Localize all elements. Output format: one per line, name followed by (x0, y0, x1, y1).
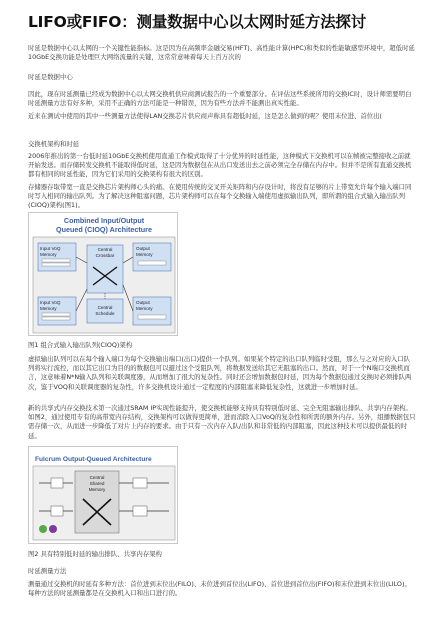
figure2-caption: 图2 具有特别低时延的输出排队、共享内存架构 (28, 550, 162, 558)
input-voq-top (38, 243, 76, 271)
output-queued-diagram (29, 447, 178, 544)
fig2-green-port-icon (39, 525, 47, 533)
fig2-central-memory (75, 471, 119, 533)
input-voq-bottom (38, 297, 76, 325)
output-memory-bottom (133, 297, 171, 325)
fig2-heading: Fulcrum Output-Queued Architecture (35, 456, 152, 463)
svg-text:Crossbar: Crossbar (95, 253, 115, 258)
paragraph-5: 存储器存取带宽一直是交换芯片架构师心头的痛。在使用传统的交叉开关矩阵和内存设计时，将没有足够的片上带宽允许每个输入端口同时写入相同的输出队列。为了解决这种阻塞问题，芯片架构师可以在每个交换输入端使用虚拟输出队列，即所谓的组合式输入输出队列(CIOQ)架构(图1)。 (28, 183, 412, 210)
svg-text:Memory: Memory (136, 306, 153, 311)
output-memory-top (133, 243, 171, 271)
subhead-2: 交换机架构和时延 (28, 140, 80, 148)
page-title: LIFO或FIFO：测量数据中心以太网时延方法探讨 (28, 13, 367, 31)
svg-text:Schedule: Schedule (95, 311, 115, 316)
paragraph-8: 测量通过交换机的时延有多种方法：首位进到末位出(FILO)、末位进到首位出(LIFO)、首位进到首位出(FIFO)和末位进到末位出(LILO)。每种方法的时延测量都是在交换机入口和出口进行的。 (28, 580, 411, 598)
svg-text:Central: Central (89, 475, 105, 480)
svg-text:Output: Output (136, 300, 150, 305)
svg-text:Input VoQ: Input VoQ (40, 300, 61, 305)
subhead-1: 时延是数据中心 (28, 73, 73, 81)
svg-text:Memory: Memory (136, 252, 153, 257)
figure-output-queued (28, 446, 178, 544)
paragraph-intro: 时延是数据中心以太网的一个关键性能指标。这是因为在高频率金融交易(HFT)、高性能计算(HPC)和类似的性能敏感型环境中，超低时延10GbE交换功能是处理巨大网络流量的关键，这常常意味着每天上百万次的 (28, 44, 415, 62)
figure-cioq (28, 212, 178, 336)
paragraph-3: 近来在测试中使用的其中一些测量方法使得LAN交换芯片供应商声称具有超低时延，这是怎么做到的呢？使用末位进、首位出( (28, 112, 383, 120)
svg-text:Central: Central (97, 305, 113, 310)
svg-text:Central: Central (97, 247, 113, 252)
svg-text:Memory: Memory (40, 252, 57, 257)
svg-text:Memory: Memory (40, 306, 57, 311)
figure1-caption: 图1 组合式输入输出队列(CIOQ)架构 (28, 341, 133, 349)
svg-text:Input VoQ: Input VoQ (40, 246, 61, 251)
central-crossbar (87, 245, 123, 293)
paragraph-2: 因此，现在时延测量已经成为数据中心以太网交换机供应商测试报告的一个重要部分。在评估这些系统所用的交换IC时，设计师需要明白时延测量方法有好多种，采用不正确的方法可能是一种错误，因为有些方法并不能测出真实性能。 (28, 90, 412, 108)
fig2-purple-port-icon (49, 525, 57, 533)
fig1-heading-line2: Queued (CIOQ) Architecture (56, 225, 152, 234)
paragraph-7: 新的共享式内存交换技术第一次通过SRAM IP实现性能提升，使交换机能够支持具有特别低时延、完全无阻塞输出排队、共享内存架构。 如图2，通过使用专有的高带宽内存结构，交换架构可以做得更简单，进而消除入口VoQ的复杂性和所需的额外内存。另外，组播数据包只需存储一次，从而进一步降低了对片上内存的要求。由于只有一次内存入队/出队和非常低的内部阻塞，因此这种技术可以提供最低的时延。 (28, 404, 416, 440)
subhead-3: 时延测量方法 (28, 567, 67, 575)
svg-text:Output: Output (136, 246, 150, 251)
paragraph-6: 虚拟输出队列可以在每个输入端口为每个交换输出端口(出口)提供一个队列。如果某个特定的出口队列临时受阻，那么与之对应的入口队列将实行流控，而以其它出口为目的的数据包可以避过这个受阻队列，将数据发送给其它无阻塞的出口。然而，对于一个N端口交换机而言，这意味着N*N输入队列和关联调度器，从而增加了很大的复杂性。同时还会增加数据包时延，因为每个数据包通过交换时必须排队两次，鉴于VOQ和关联调度器的复杂性，许多交换机设计通过一定程度的内部阻塞来降低复杂性，这就进一步增加时延。 (28, 355, 412, 391)
svg-text:Shared: Shared (89, 481, 105, 486)
cioq-diagram (29, 213, 178, 336)
svg-text:Memory: Memory (88, 487, 106, 492)
fig1-heading-line1: Combined Input/Output (63, 216, 145, 225)
paragraph-4: 2006年推出的第一台低时延10GbE交换机使用直通工作模式取得了十分优异的时延性能，这种模式下交换机可以在帧被完整接收之前就开始发送。而存储转发交换机不能取得低时延，这是因为数据包在从出口发送出去之前必须完全存储在内存中。但并不是所有直通交换机都有相同的时延性能，因为它们采用的交换架构有很大的区别。 (28, 152, 412, 179)
central-schedule (87, 299, 123, 323)
